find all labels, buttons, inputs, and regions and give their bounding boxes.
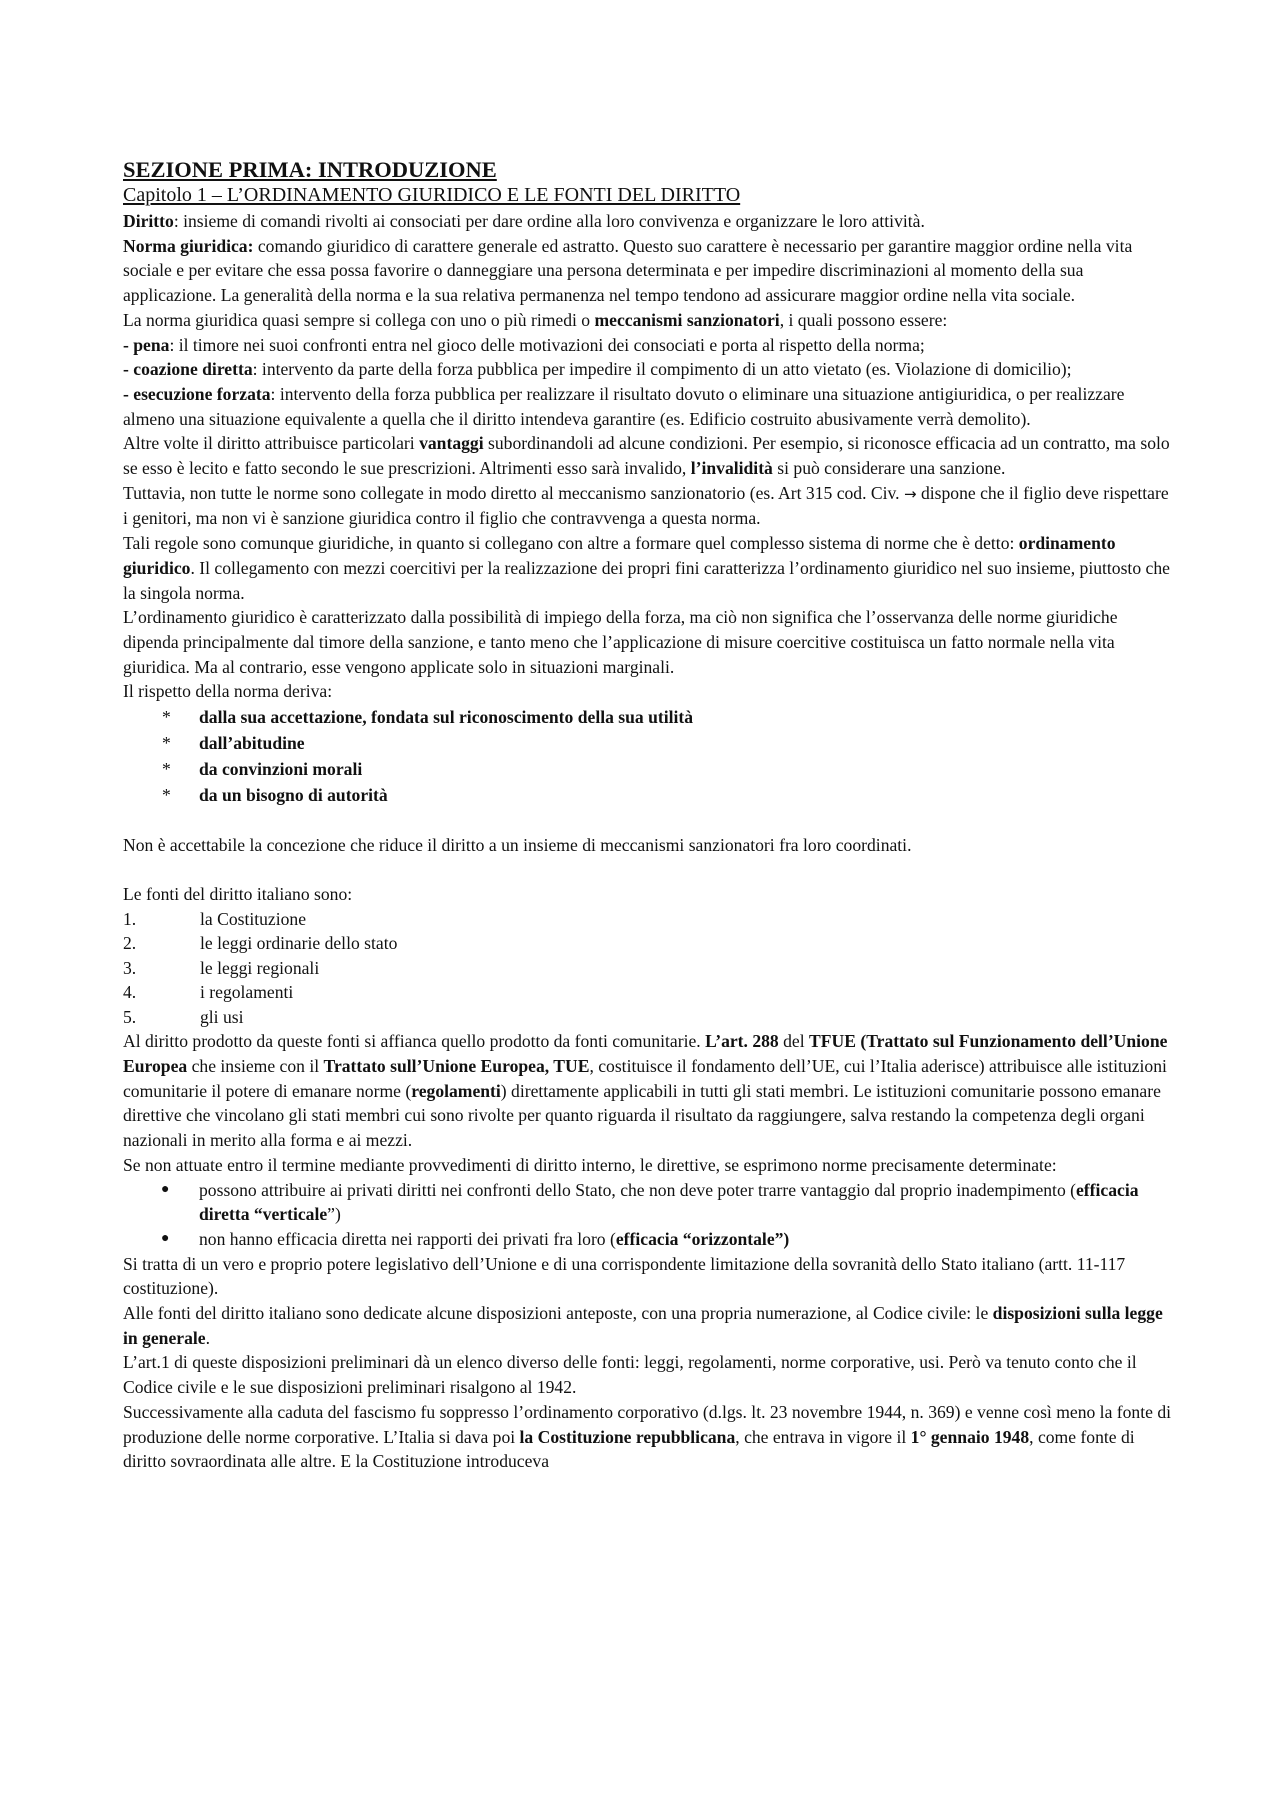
term-efficacia-orizzontale: efficacia “orizzontale”) [615,1228,790,1249]
text-segment: : intervento da parte della forza pubblica per impedire il compimento di un atto vietato (es. Violazione di domicilio); [252,359,1072,380]
paragraph-diritto [123,209,1173,234]
list-number: 5. [123,1006,137,1027]
list-item [123,730,1173,756]
paragraph-alle-fonti [123,1301,1173,1350]
list-item-text: possono attribuire ai privati diritti nei confronti dello Stato, che non deve poter trarre vantaggio dal proprio inadempimento ( [199,1179,1076,1200]
paragraph-esecuzione [123,382,1173,431]
list-item-text: dall’abitudine [199,733,305,754]
list-number: 4. [123,982,137,1003]
term-vantaggi: vantaggi [419,433,484,454]
text-segment: . [205,1327,210,1348]
text-segment: Alle fonti del diritto italiano sono dedicate alcune disposizioni anteposte, con una propria numerazione, al Codice civile: le [123,1303,993,1324]
list-item-text: da convinzioni morali [199,759,363,780]
term-coazione-diretta: - coazione diretta [123,359,253,380]
term-tue: TUE [553,1056,590,1077]
text-segment: Al diritto prodotto da queste fonti si affianca quello prodotto da fonti comunitarie. [123,1031,706,1052]
text-segment: dispone che il figlio deve rispettare i genitori, ma non vi è sanzione giuridica contro il figlio che contravvenga a questa norma. [123,482,1169,529]
term-tfue: TFUE [809,1031,856,1052]
arrow-right-icon: → [903,484,917,503]
list-item-text: dalla sua accettazione, fondata sul riconoscimento della sua utilità [199,707,694,728]
list-item [123,1005,1173,1030]
text-segment: : il timore nei suoi confronti entra nel gioco delle motivazioni dei consociati e porta al rispetto della norma; [169,334,925,355]
spacer [123,857,1173,882]
paragraph-norma-giuridica [123,234,1173,308]
text-segment: del [778,1031,810,1052]
term-regolamenti: regolamenti [411,1080,501,1101]
text-segment: Tuttavia, non tutte le norme sono collegate in modo diretto al meccanismo sanzionatorio (es. Art 315 cod. Civ. [123,482,904,503]
chapter-title: Capitolo 1 – L’ORDINAMENTO GIURIDICO E LE FONTI DEL DIRITTO [123,184,741,206]
paragraph-non-accettabile: Non è accettabile la concezione che riduce il diritto a un insieme di meccanismi sanzionatori fra loro coordinati. [123,834,912,855]
text-segment: che insieme con il [187,1056,324,1077]
list-item-text: da un bisogno di autorità [199,785,388,806]
text-segment: Successivamente alla caduta del fascismo fu soppresso l’ordinamento corporativo (d.lgs. lt. 23 novembre 1944, n. 369) e venne così meno la fonte di produzione delle norme corporative. L’Italia si dava poi [123,1401,1172,1447]
list-item-text: le leggi regionali [200,957,320,978]
paragraph-successivamente [123,1400,1173,1474]
text-norma-giuridica: comando giuridico di carattere generale ed astratto. Questo suo carattere è necessario per garantire maggior ordine nella vita sociale e per evitare che essa possa favorire o danneggiare una persona determinata e per impedire discriminazioni al momento della sua applicazione. La generalità della norma e la sua relativa permanenza nel tempo tendono ad assicurare maggior ordine nella vita sociale. [123,235,1133,306]
list-item-text: le leggi ordinarie dello stato [200,933,398,954]
paragraph-fonti: Le fonti del diritto italiano sono: [123,884,353,905]
term-disposizioni-legge: disposizioni sulla legge in generale [123,1303,1163,1348]
list-item-text: la Costituzione [200,908,307,929]
paragraph-ordinamento: L’ordinamento giuridico è caratterizzato dalla possibilità di impiego della forza, ma ciò non significa che l’osservanza delle norme giuridiche dipenda principalmente dal timore della sanzione, e tanto meno che l’applicazione di misure coercitive costituisca un fatto normale nella vita giuridica. Ma al contrario, esse vengono applicate solo in situazioni marginali. [123,607,1118,677]
paragraph-se-non-attuate: Se non attuate entro il termine mediante provvedimenti di diritto interno, le direttive, se esprimono norme precisamente determinate: [123,1154,1057,1175]
text-segment: ) direttamente applicabili in tutti gli stati membri. Le istituzioni comunitarie possono emanare direttive che vincolano gli stati membri cui sono rivolte per quanto riguarda il risultato da raggiungere, salva restando la competenza degli organi nazionali in merito alla forma e ai mezzi. [123,1080,1161,1151]
term-ordinamento-giuridico: ordinamento giuridico [123,533,1116,578]
term-meccanismi-sanzionatori: meccanismi sanzionatori [594,309,780,330]
text-segment: , che entrava in vigore il [735,1426,911,1447]
paragraph-vantaggi [123,431,1173,480]
term-trattato-unione: Trattato sull’Unione Europea [323,1056,545,1077]
numbered-list [123,907,1173,1030]
text-segment: ”) [327,1204,341,1225]
term-efficacia-verticale: efficacia diretta “verticale [199,1179,1139,1225]
asterisk-bullet-icon: * [162,707,171,728]
list-item [123,782,1173,808]
list-item [123,931,1173,956]
text-segment: , i quali possono essere: [779,309,948,330]
paragraph-rispetto: Il rispetto della norma deriva: [123,681,333,702]
paragraph-meccanismi [123,308,1173,333]
bullet-icon: ● [161,1230,170,1246]
term-data-1948: 1° gennaio 1948 [910,1426,1030,1447]
list-item [123,704,1173,730]
list-item-text: i regolamenti [200,982,294,1003]
paragraph-tali-regole [123,531,1173,605]
list-number: 3. [123,957,137,978]
text-segment: , costituisce il fondamento dell’UE, cui l’Italia aderisce) attribuisce alle istituzioni comunitarie il potere di emanare norme ( [123,1056,1167,1101]
text-segment: La norma giuridica quasi sempre si collega con uno o più rimedi o [123,309,595,330]
text-segment: : intervento della forza pubblica per realizzare il risultato dovuto o eliminare una situazione antigiuridica, o per realizzare almeno una situazione equivalente a quella che il diritto intendeva garantire (es. Edificio costruito abusivamente verrà demolito). [123,383,1125,429]
asterisk-bullet-icon: * [162,733,171,754]
text-segment: Tali regole sono comunque giuridiche, in quanto si collegano con altre a formare quel complesso sistema di norme che è detto: [123,533,1019,554]
text-segment: , come fonte di diritto sovraordinata alle altre. E la Costituzione introduceva [123,1426,1135,1472]
list-item [123,907,1173,932]
term-pena: - pena [123,334,170,355]
list-item [123,980,1173,1005]
document-body [123,156,1173,1474]
list-item [123,1178,1173,1227]
term-costituzione-repubblicana: la Costituzione repubblicana [519,1426,736,1447]
list-item-text: non hanno efficacia diretta nei rapporti dei privati fra loro ( [199,1228,616,1249]
text-segment: ( [855,1031,867,1052]
spacer [123,808,1173,833]
text-segment: , [544,1056,554,1077]
text-segment: si può considerare una sanzione. [772,458,1006,479]
text-diritto: : insieme di comandi rivolti ai consociati per dare ordine alla loro convivenza e organizzare le loro attività. [173,211,925,231]
bullet-icon: ● [161,1181,170,1197]
section-title: SEZIONE PRIMA: INTRODUZIONE [123,157,497,182]
term-norma-giuridica: Norma giuridica: [123,235,254,256]
list-item [123,1227,1173,1252]
text-segment: . Il collegamento con mezzi coercitivi per la realizzazione dei propri fini caratterizza l’ordinamento giuridico nel suo insieme, piuttosto che la singola norma. [123,557,1170,603]
bullet-list [123,1178,1173,1252]
term-esecuzione-forzata: - esecuzione forzata [123,383,271,404]
list-item [123,756,1173,782]
paragraph-pena [123,333,1173,358]
paragraph-si-tratta: Si tratta di un vero e proprio potere legislativo dell’Unione e di una corrispondente limitazione della sovranità dello Stato italiano (artt. 11-117 costituzione). [123,1253,1126,1299]
text-segment: subordinandoli ad alcune condizioni. Per esempio, si riconosce efficacia ad un contratto, ma solo se esso è lecito e fatto secondo le sue prescrizioni. Altrimenti esso sarà invalido, [123,433,1170,479]
star-list [123,704,1173,808]
term-diritto: Diritto [123,211,174,231]
list-item [123,956,1173,981]
term-trattato-funzionamento: Trattato sul Funzionamento dell’Unione Europea [123,1031,1168,1077]
list-item-text: gli usi [200,1006,244,1027]
text-segment: Altre volte il diritto attribuisce particolari [123,433,420,454]
paragraph-tfue [123,1029,1173,1153]
paragraph-coazione [123,357,1173,382]
term-invalidita: l’invalidità [690,458,773,479]
asterisk-bullet-icon: * [162,759,171,780]
list-number: 1. [123,908,137,929]
term-art-288: L’art. 288 [705,1031,779,1052]
paragraph-art1: L’art.1 di queste disposizioni preliminari dà un elenco diverso delle fonti: leggi, regolamenti, norme corporative, usi. Però va tenuto conto che il Codice civile e le sue disposizioni preliminari risalgono al 1942. [123,1352,1137,1398]
list-number: 2. [123,933,137,954]
paragraph-tuttavia [123,481,1173,531]
asterisk-bullet-icon: * [162,785,171,806]
